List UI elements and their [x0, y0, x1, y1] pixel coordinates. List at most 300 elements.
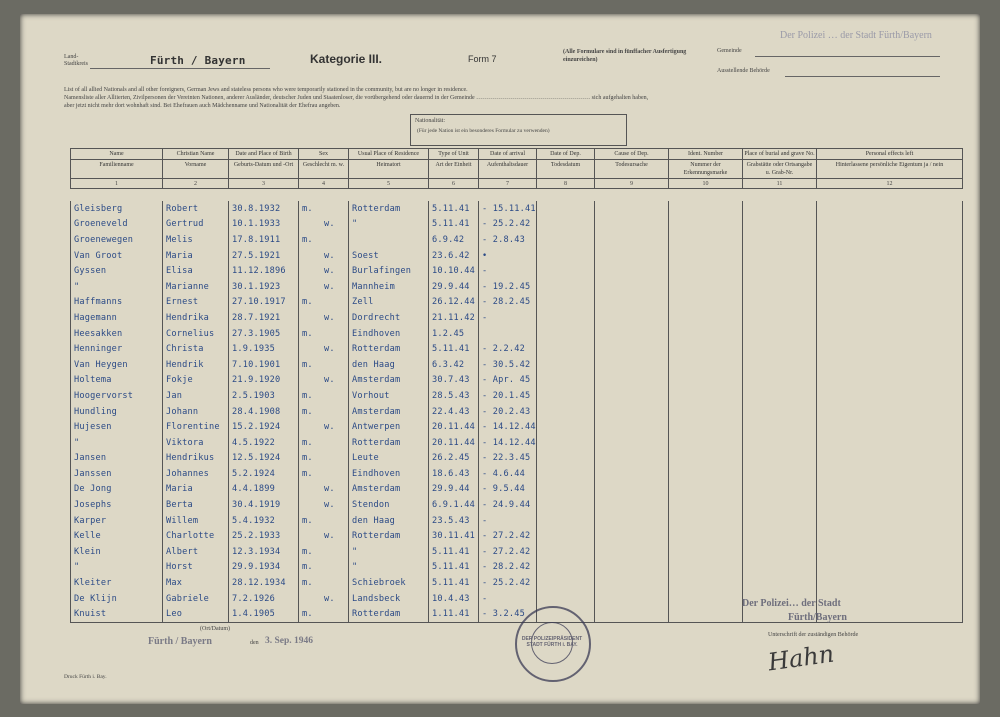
cell-name: Van Groot — [71, 248, 163, 264]
empty-cell — [537, 513, 595, 529]
cell-home: Stendon — [349, 497, 429, 513]
col-header-de: Art der Einheit — [429, 160, 479, 179]
sex-m: m. — [302, 203, 313, 214]
cell-home: " — [349, 544, 429, 560]
col-header-de: Todesdatum — [537, 160, 595, 179]
empty-cell — [817, 451, 963, 467]
cell-arr: - 27.2.42 — [479, 544, 537, 560]
empty-cell — [537, 497, 595, 513]
cell-birth: 1.4.1905 — [229, 606, 299, 622]
sex-cell — [299, 544, 349, 560]
intro-text-en: List of all allied Nationals and all other foreigners, German Jews and stateless persons who were temporarily stationed in the community, but are no longer in residence. — [64, 87, 468, 93]
cell-birth: 10.1.1933 — [229, 217, 299, 233]
empty-cell — [743, 217, 817, 233]
empty-cell — [743, 388, 817, 404]
empty-cell — [743, 528, 817, 544]
empty-cell — [537, 217, 595, 233]
cell-arr: - 28.2.45 — [479, 295, 537, 311]
empty-cell — [817, 373, 963, 389]
copies-note: (Alle Formulare sind in fünffacher Ausfertigung einzureichen) — [563, 49, 687, 63]
empty-cell — [817, 482, 963, 498]
sex-w: w. — [324, 531, 335, 542]
sex-cell — [299, 248, 349, 264]
cell-home: Burlafingen — [349, 263, 429, 279]
cell-unit: 6.9.1.44 — [429, 497, 479, 513]
cell-home: Rotterdam — [349, 606, 429, 622]
empty-cell — [537, 575, 595, 591]
cell-home: Antwerpen — [349, 419, 429, 435]
cell-first: Hendrikus — [163, 451, 229, 467]
empty-cell — [669, 279, 743, 295]
col-header-de: Heimatort — [349, 160, 429, 179]
empty-cell — [595, 201, 669, 217]
cell-name: Hujesen — [71, 419, 163, 435]
cell-arr: - — [479, 263, 537, 279]
cell-first: Albert — [163, 544, 229, 560]
cell-first: Melis — [163, 232, 229, 248]
empty-cell — [669, 560, 743, 576]
cell-unit: 23.6.42 — [429, 248, 479, 264]
empty-cell — [595, 419, 669, 435]
cell-arr: - 14.12.44 — [479, 419, 537, 435]
col-header-de: Aufenthaltsdauer — [479, 160, 537, 179]
table-row — [71, 295, 963, 311]
sex-w: w. — [324, 266, 335, 277]
empty-cell — [537, 466, 595, 482]
sex-cell — [299, 388, 349, 404]
sex-m: m. — [302, 437, 313, 448]
table-row — [71, 217, 963, 233]
empty-cell — [669, 482, 743, 498]
empty-cell — [743, 575, 817, 591]
cell-home: " — [349, 560, 429, 576]
table-row — [71, 248, 963, 264]
cell-home: den Haag — [349, 357, 429, 373]
form-number: Form 7 — [468, 54, 497, 64]
col-header-en: Sex — [299, 149, 349, 160]
col-header-de: Familienname — [71, 160, 163, 179]
cell-birth: 30.8.1932 — [229, 201, 299, 217]
empty-cell — [595, 544, 669, 560]
cell-birth: 28.7.1921 — [229, 310, 299, 326]
empty-cell — [743, 248, 817, 264]
cell-unit: 26.2.45 — [429, 451, 479, 467]
cell-name: Groenewegen — [71, 232, 163, 248]
cell-name: De Klijn — [71, 591, 163, 607]
header-row-numbers — [71, 179, 963, 189]
empty-cell — [537, 279, 595, 295]
table-row — [71, 201, 963, 217]
sex-m: m. — [302, 234, 313, 245]
empty-cell — [743, 341, 817, 357]
empty-cell — [743, 419, 817, 435]
table-row — [71, 404, 963, 420]
cell-name: Gyssen — [71, 263, 163, 279]
col-number: 7 — [479, 179, 537, 189]
header-row-de — [71, 160, 963, 179]
empty-cell — [669, 419, 743, 435]
sex-m: m. — [302, 406, 313, 417]
col-header-de: Geburts-Datum und -Ort — [229, 160, 299, 179]
cell-name: Knuist — [71, 606, 163, 622]
empty-cell — [595, 606, 669, 622]
cell-birth: 28.4.1908 — [229, 404, 299, 420]
cell-arr: - 27.2.42 — [479, 528, 537, 544]
cell-arr: - 4.6.44 — [479, 466, 537, 482]
cell-name: " — [71, 560, 163, 576]
sex-cell — [299, 591, 349, 607]
stamp-text: DER POLIZEIPRÄSIDENT STADT FÜRTH i. BAY. — [521, 636, 583, 648]
empty-cell — [669, 497, 743, 513]
empty-cell — [595, 591, 669, 607]
col-header-en: Name — [71, 149, 163, 160]
empty-cell — [743, 482, 817, 498]
cell-birth: 27.5.1921 — [229, 248, 299, 264]
cell-unit: 1.11.41 — [429, 606, 479, 622]
printer-mark: Druck Fürth i. Bay. — [64, 674, 107, 680]
empty-cell — [537, 310, 595, 326]
date-stamp: 3. Sep. 1946 — [265, 636, 314, 646]
cell-unit: 28.5.43 — [429, 388, 479, 404]
empty-cell — [743, 295, 817, 311]
sex-w: w. — [324, 344, 335, 355]
empty-cell — [537, 435, 595, 451]
cell-unit: 26.12.44 — [429, 295, 479, 311]
cell-unit: 6.3.42 — [429, 357, 479, 373]
empty-cell — [669, 248, 743, 264]
spacer-row — [71, 189, 963, 202]
empty-cell — [595, 248, 669, 264]
empty-cell — [669, 201, 743, 217]
empty-cell — [537, 373, 595, 389]
col-header-en: Date of Dep. — [537, 149, 595, 160]
cell-arr: - — [479, 591, 537, 607]
cell-first: Robert — [163, 201, 229, 217]
empty-cell — [595, 528, 669, 544]
cell-birth: 30.4.1919 — [229, 497, 299, 513]
cell-first: Marianne — [163, 279, 229, 295]
place-stamp: Fürth / Bayern — [148, 636, 212, 647]
col-number: 12 — [817, 179, 963, 189]
cell-unit: 5.11.41 — [429, 201, 479, 217]
col-header-en: Place of burial and grave No. — [743, 149, 817, 160]
cell-arr: - 2.2.42 — [479, 341, 537, 357]
col-header-en: Date of arrival — [479, 149, 537, 160]
empty-cell — [817, 560, 963, 576]
cell-name: Hagemann — [71, 310, 163, 326]
col-number: 5 — [349, 179, 429, 189]
sex-cell — [299, 528, 349, 544]
register-table — [70, 148, 963, 623]
cell-birth: 15.2.1924 — [229, 419, 299, 435]
cell-unit: 5.11.41 — [429, 341, 479, 357]
sex-cell — [299, 466, 349, 482]
empty-cell — [669, 263, 743, 279]
cell-first: Leo — [163, 606, 229, 622]
table-row — [71, 279, 963, 295]
sex-cell — [299, 217, 349, 233]
empty-cell — [595, 388, 669, 404]
cell-arr: - 22.3.45 — [479, 451, 537, 467]
cell-arr: - 15.11.41 — [479, 201, 537, 217]
category-title: Kategorie III. — [310, 52, 383, 66]
cell-name: Groeneveld — [71, 217, 163, 233]
empty-cell — [817, 544, 963, 560]
table-row — [71, 544, 963, 560]
land-label: Land- Stadtkreis — [64, 54, 88, 67]
empty-cell — [669, 373, 743, 389]
cell-first: Johann — [163, 404, 229, 420]
cell-birth: 25.2.1933 — [229, 528, 299, 544]
empty-cell — [743, 560, 817, 576]
cell-first: Johannes — [163, 466, 229, 482]
table-row — [71, 326, 963, 342]
table-row — [71, 528, 963, 544]
empty-cell — [817, 326, 963, 342]
empty-cell — [595, 217, 669, 233]
cell-birth: 12.5.1924 — [229, 451, 299, 467]
empty-cell — [743, 373, 817, 389]
empty-cell — [595, 341, 669, 357]
empty-cell — [817, 201, 963, 217]
empty-cell — [595, 357, 669, 373]
cell-unit: 18.6.43 — [429, 466, 479, 482]
cell-birth: 12.3.1934 — [229, 544, 299, 560]
cell-home: Eindhoven — [349, 466, 429, 482]
sex-m: m. — [302, 609, 313, 620]
cell-arr: - 14.12.44 — [479, 435, 537, 451]
cell-home: Leute — [349, 451, 429, 467]
cell-first: Willem — [163, 513, 229, 529]
cell-home: Mannheim — [349, 279, 429, 295]
col-header-de: Grabstätte oder Ortsangabe u. Grab-Nr. — [743, 160, 817, 179]
signature: Hahn — [766, 639, 836, 677]
sex-cell — [299, 279, 349, 295]
sex-w: w. — [324, 281, 335, 292]
cell-unit: 20.11.44 — [429, 419, 479, 435]
cell-birth: 4.5.1922 — [229, 435, 299, 451]
cell-first: Jan — [163, 388, 229, 404]
empty-cell — [743, 263, 817, 279]
cell-first: Gertrud — [163, 217, 229, 233]
table-row — [71, 310, 963, 326]
col-header-en: Type of Unit — [429, 149, 479, 160]
sex-m: m. — [302, 562, 313, 573]
sex-m: m. — [302, 546, 313, 557]
sex-cell — [299, 201, 349, 217]
empty-cell — [595, 279, 669, 295]
cell-name: De Jong — [71, 482, 163, 498]
sex-cell — [299, 357, 349, 373]
behoerde-label: Ausstellende Behörde — [717, 68, 770, 74]
nationality-note: (Für jede Nation ist ein besonderes Formular zu verwenden) — [417, 128, 550, 134]
cell-unit: 20.11.44 — [429, 435, 479, 451]
cell-home: Rotterdam — [349, 528, 429, 544]
cell-home: Amsterdam — [349, 373, 429, 389]
empty-cell — [537, 357, 595, 373]
table-row — [71, 513, 963, 529]
table-row — [71, 497, 963, 513]
empty-cell — [743, 451, 817, 467]
cell-arr: - 28.2.42 — [479, 560, 537, 576]
cell-arr: - 25.2.42 — [479, 217, 537, 233]
col-header-en: Christian Name — [163, 149, 229, 160]
empty-cell — [595, 310, 669, 326]
empty-cell — [743, 544, 817, 560]
cell-unit: 23.5.43 — [429, 513, 479, 529]
cell-birth: 17.8.1911 — [229, 232, 299, 248]
cell-first: Christa — [163, 341, 229, 357]
empty-cell — [817, 248, 963, 264]
sex-cell — [299, 560, 349, 576]
empty-cell — [537, 295, 595, 311]
cell-birth: 7.2.1926 — [229, 591, 299, 607]
empty-cell — [817, 466, 963, 482]
empty-cell — [595, 295, 669, 311]
sex-m: m. — [302, 468, 313, 479]
empty-cell — [669, 388, 743, 404]
gemeinde-label: Gemeinde — [717, 48, 742, 54]
empty-cell — [743, 326, 817, 342]
empty-cell — [595, 326, 669, 342]
table-row — [71, 466, 963, 482]
table-row — [71, 560, 963, 576]
empty-cell — [669, 451, 743, 467]
cell-arr: - 19.2.45 — [479, 279, 537, 295]
cell-birth: 27.3.1905 — [229, 326, 299, 342]
cell-first: Charlotte — [163, 528, 229, 544]
empty-cell — [537, 544, 595, 560]
cell-arr: - 3.2.45 — [479, 606, 537, 622]
cell-arr: - 20.1.45 — [479, 388, 537, 404]
cell-birth: 29.9.1934 — [229, 560, 299, 576]
empty-cell — [669, 466, 743, 482]
empty-cell — [537, 263, 595, 279]
empty-cell — [817, 388, 963, 404]
sex-cell — [299, 497, 349, 513]
cell-home: den Haag — [349, 513, 429, 529]
cell-name: Klein — [71, 544, 163, 560]
empty-cell — [743, 357, 817, 373]
empty-cell — [595, 373, 669, 389]
cell-name: Jansen — [71, 451, 163, 467]
cell-home: Schiebroek — [349, 575, 429, 591]
empty-cell — [537, 388, 595, 404]
empty-cell — [817, 263, 963, 279]
empty-cell — [537, 201, 595, 217]
place-label: (Ort/Datum) — [200, 626, 230, 632]
cell-home: Vorhout — [349, 388, 429, 404]
col-header-en: Usual Place of Residence — [349, 149, 429, 160]
empty-cell — [817, 341, 963, 357]
cell-name: Gleisberg — [71, 201, 163, 217]
sex-cell — [299, 482, 349, 498]
cell-first: Florentine — [163, 419, 229, 435]
cell-arr: - Apr. 45 — [479, 373, 537, 389]
cell-first: Viktora — [163, 435, 229, 451]
sex-m: m. — [302, 515, 313, 526]
empty-cell — [743, 201, 817, 217]
empty-cell — [817, 528, 963, 544]
nationality-label: Nationalität: — [415, 118, 445, 124]
col-number: 11 — [743, 179, 817, 189]
cell-birth: 5.2.1924 — [229, 466, 299, 482]
empty-cell — [743, 279, 817, 295]
cell-first: Fokje — [163, 373, 229, 389]
empty-cell — [595, 497, 669, 513]
cell-birth: 27.10.1917 — [229, 295, 299, 311]
empty-cell — [669, 435, 743, 451]
sex-m: m. — [302, 578, 313, 589]
cell-birth: 21.9.1920 — [229, 373, 299, 389]
cell-name: Henninger — [71, 341, 163, 357]
empty-cell — [595, 466, 669, 482]
sex-m: m. — [302, 390, 313, 401]
col-header-de: Todesursache — [595, 160, 669, 179]
table-row — [71, 232, 963, 248]
empty-cell — [669, 544, 743, 560]
empty-cell — [817, 357, 963, 373]
sex-cell — [299, 451, 349, 467]
table-row — [71, 263, 963, 279]
intro-text-de-1: Namensliste aller Alliierten, Zivilpersonen der Vereinten Nationen, anderer Ausländer, deutscher Juden und Staatenloser, die vorübergehend oder dauernd in der Gemeinde ………………………………………………… sich aufgehalten haben, — [64, 95, 649, 101]
sex-w: w. — [324, 500, 335, 511]
empty-cell — [537, 591, 595, 607]
official-round-stamp — [515, 606, 591, 682]
cell-home: " — [349, 217, 429, 233]
empty-cell — [743, 513, 817, 529]
empty-cell — [743, 404, 817, 420]
nationality-box — [410, 114, 627, 146]
table-row — [71, 575, 963, 591]
cell-home: Amsterdam — [349, 404, 429, 420]
cell-first: Maria — [163, 482, 229, 498]
document-sheet — [20, 14, 980, 704]
cell-home: Zell — [349, 295, 429, 311]
col-header-en: Date and Place of Birth — [229, 149, 299, 160]
col-header-de: Hinterlassene persönliche Eigentum ja / nein — [817, 160, 963, 179]
cell-birth: 28.12.1934 — [229, 575, 299, 591]
empty-cell — [817, 404, 963, 420]
col-number: 10 — [669, 179, 743, 189]
empty-cell — [669, 310, 743, 326]
sex-w: w. — [324, 312, 335, 323]
sex-m: m. — [302, 453, 313, 464]
empty-cell — [537, 248, 595, 264]
empty-cell — [669, 341, 743, 357]
empty-cell — [817, 435, 963, 451]
empty-cell — [669, 591, 743, 607]
empty-cell — [669, 606, 743, 622]
sex-w: w. — [324, 219, 335, 230]
table-row — [71, 419, 963, 435]
cell-arr: - 24.9.44 — [479, 497, 537, 513]
cell-unit: 5.11.41 — [429, 575, 479, 591]
empty-cell — [595, 232, 669, 248]
empty-cell — [669, 295, 743, 311]
empty-cell — [669, 575, 743, 591]
empty-cell — [595, 560, 669, 576]
cell-unit: 5.11.41 — [429, 544, 479, 560]
signature-label: Unterschrift der zuständigen Behörde — [768, 632, 859, 638]
col-header-de: Vorname — [163, 160, 229, 179]
sex-cell — [299, 295, 349, 311]
empty-cell — [537, 419, 595, 435]
cell-name: Josephs — [71, 497, 163, 513]
empty-cell — [595, 404, 669, 420]
empty-cell — [537, 482, 595, 498]
cell-birth: 2.5.1903 — [229, 388, 299, 404]
